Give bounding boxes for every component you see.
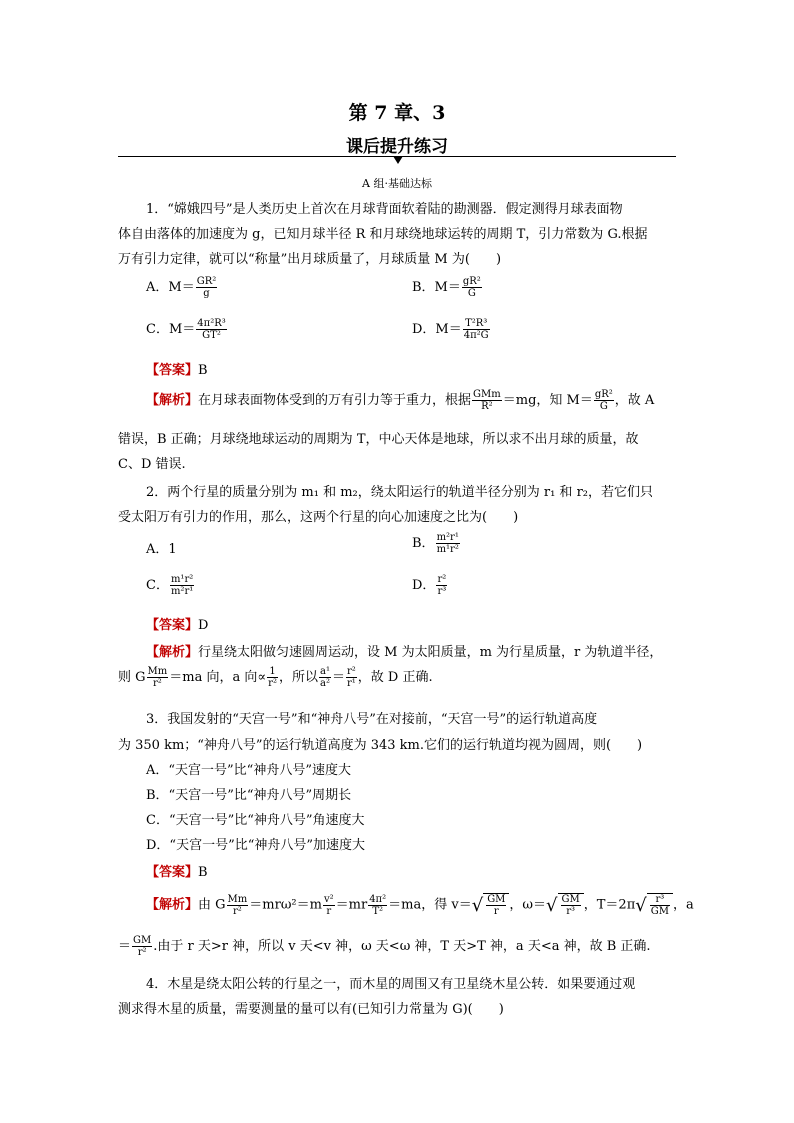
header-triangle-icon [393,156,403,164]
q2-answer: 【答案】D [146,618,209,633]
group-heading: A 组·基础达标 [362,177,432,190]
q2-line2: 受太阳万有引力的作用，那么，这两个行星的向心加速度之比为( ) [118,510,519,525]
page-title: 第 7 章、3 [348,102,446,124]
q1-line2: 体自由落体的加速度为 g，已知月球半径 R 和月球绕地球运转的周期 T，引力常数为 G.根据 [118,227,648,242]
q1-option-b: B．M＝ $\frac{\text{gR²}}{G}$ [412,276,481,299]
q2-option-b: B． $\frac{\text{m²r¹}}{\text{m¹r²}}$ [412,532,459,555]
q3-line1: 3．我国发射的“天宫一号”和“神舟八号”在对接前，“天宫一号”的运行轨道高度 [146,712,598,727]
q3-option-a: A．“天宫一号”比“神舟八号”速度大 [146,763,351,778]
q3-analysis-line1: 【解析】由 G $\frac{Mm}{\text{r²}}$ ＝mrω²＝m $\frac{\text{v²}}{r}$ ＝mr $\frac{\text{4π²}}{\text{T²}}$ ＝ma，得 v＝√ $\frac{GM}{r}$ ，ω＝√ $\frac{GM}{\text{r³}}$ ，T＝2π√ $\frac{\text{r³}}{GM}$ ，a [146,893,694,917]
q4-line1: 4．木星是绕太阳公转的行星之一，而木星的周围又有卫星绕木星公转．如果要通过观 [146,977,636,992]
q1-answer: 【答案】B [146,363,208,378]
q1-option-d: D．M＝ $\frac{\text{T²R³}}{\text{4π²G}}$ [412,318,489,341]
q1-analysis-line2: 错误，B 正确；月球绕地球运动的周期为 T，中心天体是地球，所以求不出月球的质量，故 [118,432,639,447]
q1-analysis-line3: C、D 错误. [118,457,186,472]
q3-option-c: C．“天宫一号”比“神舟八号”角速度大 [146,813,365,828]
q3-answer: 【答案】B [146,865,208,880]
q3-line2: 为 350 km；“神舟八号”的运行轨道高度为 343 km.它们的运行轨道均视为圆周，则( ) [118,738,643,753]
q3-option-b: B．“天宫一号”比“神舟八号”周期长 [146,788,352,803]
q1-analysis-line1: 【解析】在月球表面物体受到的万有引力等于重力，根据 $\frac{\text{GMm}}{\text{R²}}$ ＝mg，知 M＝ $\frac{\text{gR²}}{G}$ ，故 A [146,389,655,412]
q3-analysis-line2: ＝ $\frac{GM}{\text{r²}}$ .由于 r 天>r 神，所以 v 天<v 神，ω 天<ω 神，T 天>T 神，a 天<a 神，故 B 正确. [118,935,651,958]
q2-option-d: D． $\frac{\text{r²}}{\text{r³}}$ [412,574,447,597]
q1-option-c: C．M＝ $\frac{\text{4π²R³}}{\text{GT²}}$ [146,318,226,341]
q4-line2: 测求得木星的质量，需要测量的量可以有(已知引力常量为 G)( ) [118,1002,504,1017]
q1-line1: 1．“嫦娥四号”是人类历史上首次在月球背面软着陆的勘测器．假定测得月球表面物 [146,202,623,217]
q3-option-d: D．“天宫一号”比“神舟八号”加速度大 [146,838,366,853]
q2-option-a: A．1 [146,542,177,557]
q1-line3: 万有引力定律，就可以“称量”出月球质量了，月球质量 M 为( ) [118,252,502,267]
page-subtitle: 课后提升练习 [346,137,448,157]
q2-line1: 2．两个行星的质量分别为 m₁ 和 m₂，绕太阳运行的轨道半径分别为 r₁ 和 r₂，若它们只 [146,485,653,500]
q2-analysis-line1: 【解析】行星绕太阳做匀速圆周运动，设 M 为太阳质量，m 为行星质量，r 为轨道半径， [146,645,663,660]
q2-option-c: C． $\frac{\text{m¹r²}}{\text{m²r¹}}$ [146,574,194,597]
q1-option-a: A．M＝ $\frac{\text{GR²}}{g}$ [146,276,217,299]
q2-analysis-line2: 则 G $\frac{Mm}{\text{r²}}$ ＝ma 向，a 向∝ $\frac{1}{\text{r²}}$ ，所以 $\frac{\text{a¹}}{\text{a²}}$ ＝ $\frac{\text{r²}}{\text{r¹}}$ ，故 D 正确. [118,666,433,689]
